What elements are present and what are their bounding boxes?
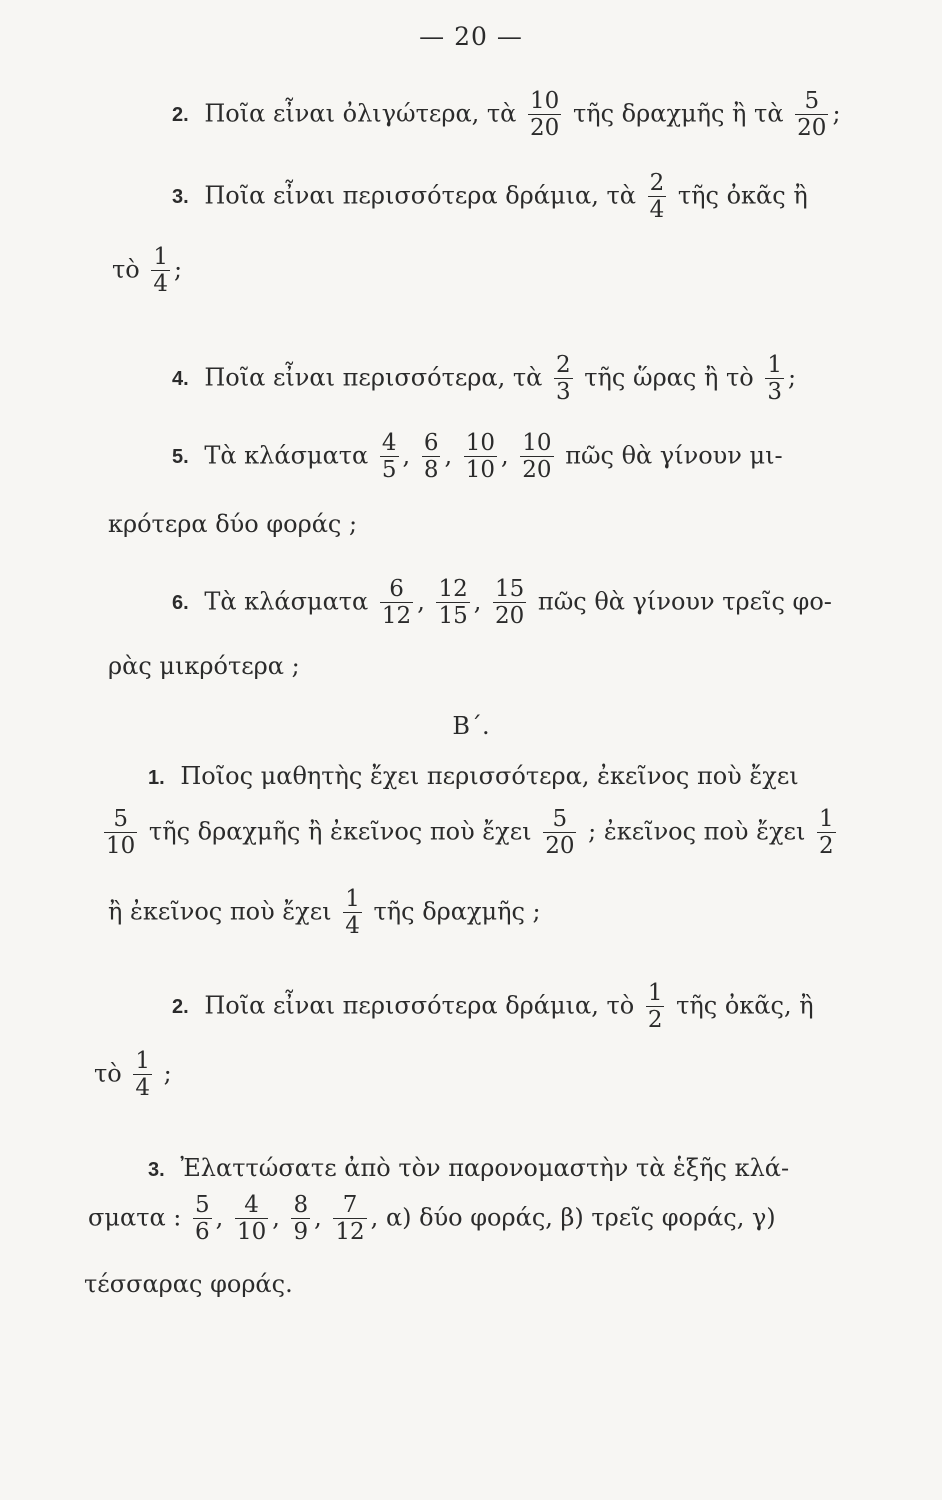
question-a6-continued: ρὰς μικρότερα ; [108,652,300,680]
question-text: τῆς δραχμῆς ἢ ἐκεῖνος ποὺ ἔχει [148,817,532,846]
question-text: τῆς ὀκᾶς, ἢ [676,991,814,1020]
fraction: $\frac{5}{20}$ [545,806,575,860]
question-number: 1. [148,767,165,789]
question-a5-continued: κρότερα δύο φοράς ; [108,510,358,538]
question-a3-continued [112,244,182,298]
question-text: Ἐλαττώσατε ἀπὸ τὸν παρονομαστὴν τὰ ἑξῆς κλά- [180,1154,790,1182]
fraction: $\frac{10}{20}$ [522,430,552,484]
fraction: $\frac{1}{2}$ [819,806,834,860]
question-number: 4. [172,368,189,391]
fraction: $\frac{1}{4}$ [345,886,360,940]
punctuation: ; [787,363,797,392]
question-text: τῆς ὀκᾶς ἢ [677,181,808,210]
question-b3 [148,1156,789,1180]
page-number: — 20 — [419,22,523,51]
question-text: α) δύο φοράς, β) τρεῖς φοράς, γ) [385,1203,776,1232]
question-text: πῶς θὰ γίνουν τρεῖς φο- [537,587,832,616]
question-text: Ποῖος μαθητὴς ἔχει περισσότερα, ἐκεῖνος ποὺ ἔχει [180,762,799,790]
question-b2-continued [94,1048,172,1102]
question-text: πῶς θὰ γίνουν μι- [565,441,783,470]
fraction: $\frac{4}{10}$ [236,1192,267,1246]
question-b1 [148,764,799,788]
fraction: $\frac{1}{4}$ [153,244,169,298]
question-text: Ποῖα εἶναι περισσότερα δράμια, τὸ [204,991,635,1020]
fraction: $\frac{1}{4}$ [135,1048,151,1102]
question-text: τῆς δραχμῆς ; [373,897,541,926]
question-b1-line3 [108,886,541,940]
question-text: σματα : [88,1203,182,1232]
fraction: $\frac{5}{20}$ [797,88,827,142]
section-heading: Β΄. [452,712,490,740]
question-number: 2. [172,996,189,1019]
punctuation: ; [163,1059,172,1088]
fraction: $\frac{10}{10}$ [465,430,495,484]
question-text: Τὰ κλάσματα [204,587,369,616]
fraction: $\frac{8}{9}$ [293,1192,309,1246]
question-b3-continued: τέσσαρας φοράς. [84,1270,293,1298]
question-a3 [172,170,808,224]
punctuation: ; [174,255,183,284]
question-text: ἢ ἐκεῖνος ποὺ ἔχει [108,897,332,926]
question-text: τῆς δραχμῆς ἢ τὰ [572,99,784,128]
question-a2 [172,88,841,142]
question-number: 3. [172,186,189,209]
question-b2 [172,980,814,1034]
fraction: $\frac{2}{3}$ [555,352,571,406]
fraction: $\frac{1}{2}$ [647,980,663,1034]
fraction: $\frac{7}{12}$ [335,1192,365,1246]
fraction: $\frac{15}{20}$ [495,576,525,630]
fraction: $\frac{2}{4}$ [649,170,665,224]
fraction: $\frac{4}{5}$ [381,430,397,484]
question-number: 5. [172,446,189,469]
question-text: Ποῖα εἶναι περισσότερα δράμια, τὰ [204,181,636,210]
fraction: $\frac{5}{10}$ [106,806,136,860]
fraction: $\frac{5}{6}$ [195,1192,210,1246]
question-text: Ποῖα εἶναι ὀλιγώτερα, τὰ [204,99,517,128]
question-a4 [172,352,796,406]
question-a6: 6. Τὰ κλάσματα $\frac{6}{12}$ , $\frac{12}{15}$ , $\frac{15}{20}$ πῶς θὰ γίνουν τρεῖς φο- [172,576,832,630]
fraction: $\frac{12}{15}$ [438,576,468,630]
punctuation: ; [832,99,841,128]
question-b3-line2: σματα : $\frac{5}{6}$ , $\frac{4}{10}$ , $\frac{8}{9}$ , $\frac{7}{12}$ , α) δύο φοράς, β) τρεῖς φοράς, γ) [88,1192,776,1246]
question-text: Τὰ κλάσματα [204,441,369,470]
question-a5: 5. Τὰ κλάσματα $\frac{4}{5}$ , $\frac{6}{8}$ , $\frac{10}{10}$ , $\frac{10}{20}$ πῶς θὰ γίνουν μι- [172,430,783,484]
question-text: τὸ [94,1059,122,1088]
question-text: τὸ [112,255,140,284]
fraction: $\frac{10}{20}$ [530,88,560,142]
question-text: τῆς ὥρας ἢ τὸ [584,363,754,392]
question-number: 3. [148,1159,165,1181]
question-number: 6. [172,592,189,615]
fraction: $\frac{6}{12}$ [381,576,412,630]
question-number: 2. [172,104,189,127]
fraction: $\frac{6}{8}$ [423,430,439,484]
question-text: Ποῖα εἶναι περισσότερα, τὰ [204,363,543,392]
question-text: ; ἐκεῖνος ποὺ ἔχει [588,817,806,846]
question-b1-line2 [100,806,840,860]
fraction: $\frac{1}{3}$ [767,352,782,406]
